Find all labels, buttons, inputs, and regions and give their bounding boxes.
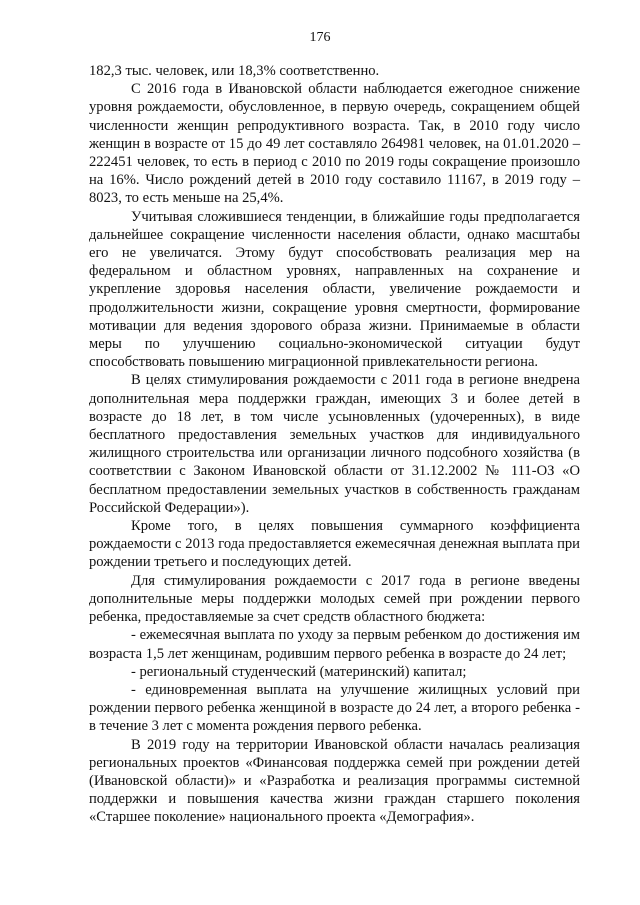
list-item-childcare-payment: - ежемесячная выплата по уходу за первым ребенком до достижения им возраста 1,5 лет женщинам, родившим первого ребенка в возрасте до 24 лет;	[89, 627, 580, 662]
paragraph-birth-rate-decline: С 2016 года в Ивановской области наблюдается ежегодное снижение уровня рождаемости, обусловленное, в первую очередь, сокращением общей численности женщин репродуктивного возраста. Так, в 2010 году число женщин в возрасте от 15 до 49 лет составляло 264981 человек, на 01.01.2020 – 222451 человек, то есть в период с 2010 по 2019 годы сокращение произошло на 16%. Число рождений детей в 2010 году составило 11167, в 2019 году – 8023, то есть меньше на 25,4%.	[89, 81, 580, 207]
paragraph-regional-projects: В 2019 году на территории Ивановской области началась реализация региональных проектов «Финансовая поддержка семей при рождении детей (Ивановской области)» и «Разработка и реализация программы системной поддержки и повышения качества жизни граждан старшего поколения «Старшее поколение» национального проекта «Демография».	[89, 736, 580, 826]
page-number: 176	[309, 30, 331, 45]
paragraph-young-families-support: Для стимулирования рождаемости с 2017 года в регионе введены дополнительные меры поддержки молодых семей при рождении первого ребенка, предоставляемые за счет средств областного бюджета:	[89, 572, 580, 626]
list-item-student-capital: - региональный студенческий (материнский) капитал;	[131, 663, 467, 680]
paragraph-land-plots-support: В целях стимулирования рождаемости с 2011 года в регионе внедрена дополнительная мера поддержки граждан, имеющих 3 и более детей в возрасте до 18 лет, в том числе усыновленных (удочеренных), в виде бесплатного предоставления земельных участков для индивидуального жилищного строительства или организации личного подсобного хозяйства (в соответствии с Законом Ивановской области от 31.12.2002 № 111-ОЗ «О бесплатном предоставлении земельных участков в собственность гражданам Российской Федерации»).	[89, 372, 580, 516]
paragraph-population-forecast: Учитывая сложившиеся тенденции, в ближайшие годы предполагается дальнейшее сокращение численности населения области, однако масштабы его не увеличатся. Этому будут способствовать реализация мер на федеральном и областном уровнях, направленных на сохранение и укрепление здоровья населения области, увеличение рождаемости и продолжительности жизни, сокращение уровня смертности, формирование мотивации для ведения здорового образа жизни. Принимаемые в области меры по улучшению социально-экономической ситуации будут способствовать повышению миграционной привлекательности региона.	[89, 208, 580, 371]
list-item-housing-payment: - единовременная выплата на улучшение жилищных условий при рождении первого ребенка женщиной в возрасте до 24 лет, а второго ребенка - в течение 3 лет с момента рождения первого ребенка.	[89, 681, 580, 735]
paragraph-continuation: 182,3 тыс. человек, или 18,3% соответственно.	[89, 63, 380, 79]
paragraph-monthly-payment: Кроме того, в целях повышения суммарного коэффициента рождаемости с 2013 года предоставляется ежемесячная денежная выплата при рождении третьего и последующих детей.	[89, 518, 580, 571]
document-body	[89, 62, 580, 827]
